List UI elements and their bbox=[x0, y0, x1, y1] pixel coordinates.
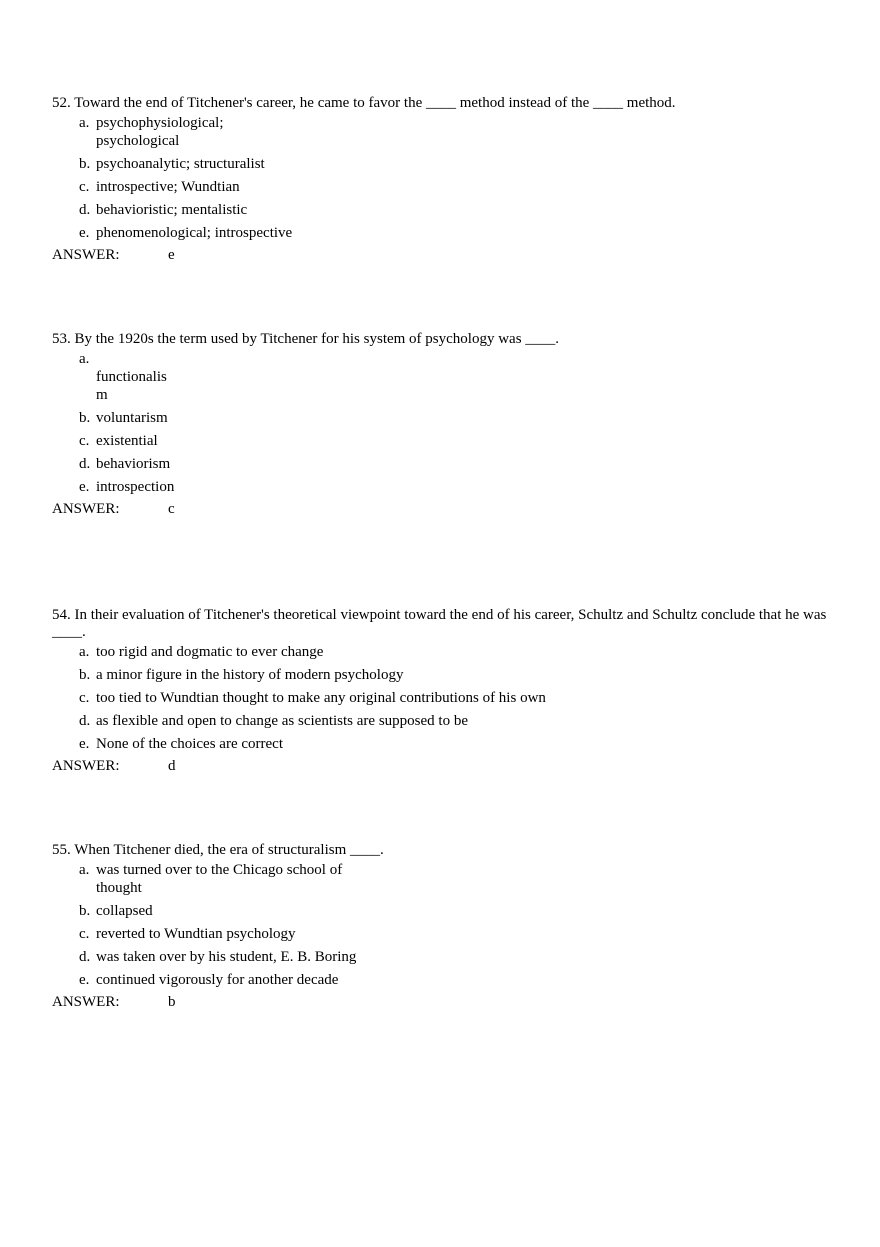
choice-text: was taken over by his student, E. B. Boring bbox=[96, 949, 357, 965]
choice-c bbox=[52, 432, 832, 450]
choice-b bbox=[52, 409, 832, 427]
answer-value: c bbox=[168, 501, 175, 517]
choice-c bbox=[52, 925, 832, 943]
choice-c bbox=[52, 178, 832, 196]
choice-letter: d. bbox=[79, 456, 91, 472]
choice-letter: a. bbox=[79, 115, 90, 131]
choice-letter: d. bbox=[79, 949, 91, 965]
choice-e bbox=[52, 478, 832, 496]
choice-text: too tied to Wundtian thought to make any original contributions of his own bbox=[96, 690, 546, 706]
choice-list bbox=[52, 114, 832, 242]
choice-list bbox=[52, 643, 832, 753]
choice-text: collapsed bbox=[96, 903, 153, 919]
answer-label: ANSWER: bbox=[52, 501, 120, 517]
choice-d bbox=[52, 201, 832, 219]
answer-value: d bbox=[168, 758, 176, 774]
answer-value: e bbox=[168, 247, 175, 263]
question-stem: 53. By the 1920s the term used by Titchener for his system of psychology was ____. bbox=[52, 331, 560, 347]
choice-letter: a. bbox=[79, 644, 90, 660]
choice-e bbox=[52, 971, 832, 989]
choice-letter: b. bbox=[79, 667, 91, 683]
choice-text: too rigid and dogmatic to ever change bbox=[96, 644, 324, 660]
choice-letter: e. bbox=[79, 479, 90, 495]
answer-label: ANSWER: bbox=[52, 994, 120, 1010]
choice-text: was turned over to the Chicago school of thought bbox=[96, 862, 343, 896]
choice-b bbox=[52, 902, 832, 920]
choice-c bbox=[52, 689, 832, 707]
answer-label: ANSWER: bbox=[52, 247, 120, 263]
choice-letter: b. bbox=[79, 410, 91, 426]
question-stem: 52. Toward the end of Titchener's career, he came to favor the ____ method instead of the ____ method. bbox=[52, 95, 676, 111]
answer-value: b bbox=[168, 994, 176, 1010]
choice-text: continued vigorously for another decade bbox=[96, 972, 339, 988]
choice-text: functionalism bbox=[96, 369, 167, 403]
choice-text: a minor figure in the history of modern psychology bbox=[96, 667, 404, 683]
choice-letter: e. bbox=[79, 736, 90, 752]
choice-list bbox=[52, 861, 832, 989]
choice-letter: c. bbox=[79, 433, 90, 449]
choice-letter: b. bbox=[79, 903, 91, 919]
choice-text: None of the choices are correct bbox=[96, 736, 283, 752]
choice-e bbox=[52, 735, 832, 753]
question-55 bbox=[52, 842, 832, 1011]
choice-text: psychophysiological; psychological bbox=[96, 115, 224, 149]
choice-letter: d. bbox=[79, 202, 91, 218]
choice-letter: c. bbox=[79, 179, 90, 195]
answer-line bbox=[52, 246, 832, 264]
choice-letter: c. bbox=[79, 690, 90, 706]
choice-letter: a. bbox=[79, 862, 90, 878]
question-54 bbox=[52, 607, 832, 775]
choice-text: existential bbox=[96, 433, 158, 449]
choice-text: behaviorism bbox=[96, 456, 171, 472]
choice-letter: d. bbox=[79, 713, 91, 729]
question-52 bbox=[52, 95, 832, 264]
choice-list bbox=[52, 350, 832, 496]
choice-d bbox=[52, 455, 832, 473]
choice-d bbox=[52, 948, 832, 966]
choice-text: phenomenological; introspective bbox=[96, 225, 293, 241]
question-53 bbox=[52, 331, 832, 518]
answer-line bbox=[52, 757, 832, 775]
choice-letter: e. bbox=[79, 972, 90, 988]
question-stem: 55. When Titchener died, the era of structuralism ____. bbox=[52, 842, 384, 858]
choice-d bbox=[52, 712, 832, 730]
choice-text: introspective; Wundtian bbox=[96, 179, 240, 195]
choice-text: behavioristic; mentalistic bbox=[96, 202, 248, 218]
answer-line bbox=[52, 500, 832, 518]
choice-text: introspection bbox=[96, 479, 175, 495]
choice-a bbox=[52, 114, 832, 150]
choice-a bbox=[52, 861, 832, 897]
choice-a bbox=[52, 643, 832, 661]
choice-text: as flexible and open to change as scientists are supposed to be bbox=[96, 713, 468, 729]
answer-line bbox=[52, 993, 832, 1011]
choice-letter: c. bbox=[79, 926, 90, 942]
choice-text: psychoanalytic; structuralist bbox=[96, 156, 265, 172]
choice-text: voluntarism bbox=[96, 410, 168, 426]
choice-letter: b. bbox=[79, 156, 91, 172]
choice-text: reverted to Wundtian psychology bbox=[96, 926, 296, 942]
answer-label: ANSWER: bbox=[52, 758, 120, 774]
choice-letter: a. bbox=[79, 351, 90, 367]
question-stem: 54. In their evaluation of Titchener's theoretical viewpoint toward the end of his career, Schultz and Schultz conclude that he was ____. bbox=[52, 607, 827, 640]
choice-b bbox=[52, 155, 832, 173]
choice-b bbox=[52, 666, 832, 684]
choice-e bbox=[52, 224, 832, 242]
choice-a bbox=[52, 350, 832, 404]
choice-letter: e. bbox=[79, 225, 90, 241]
